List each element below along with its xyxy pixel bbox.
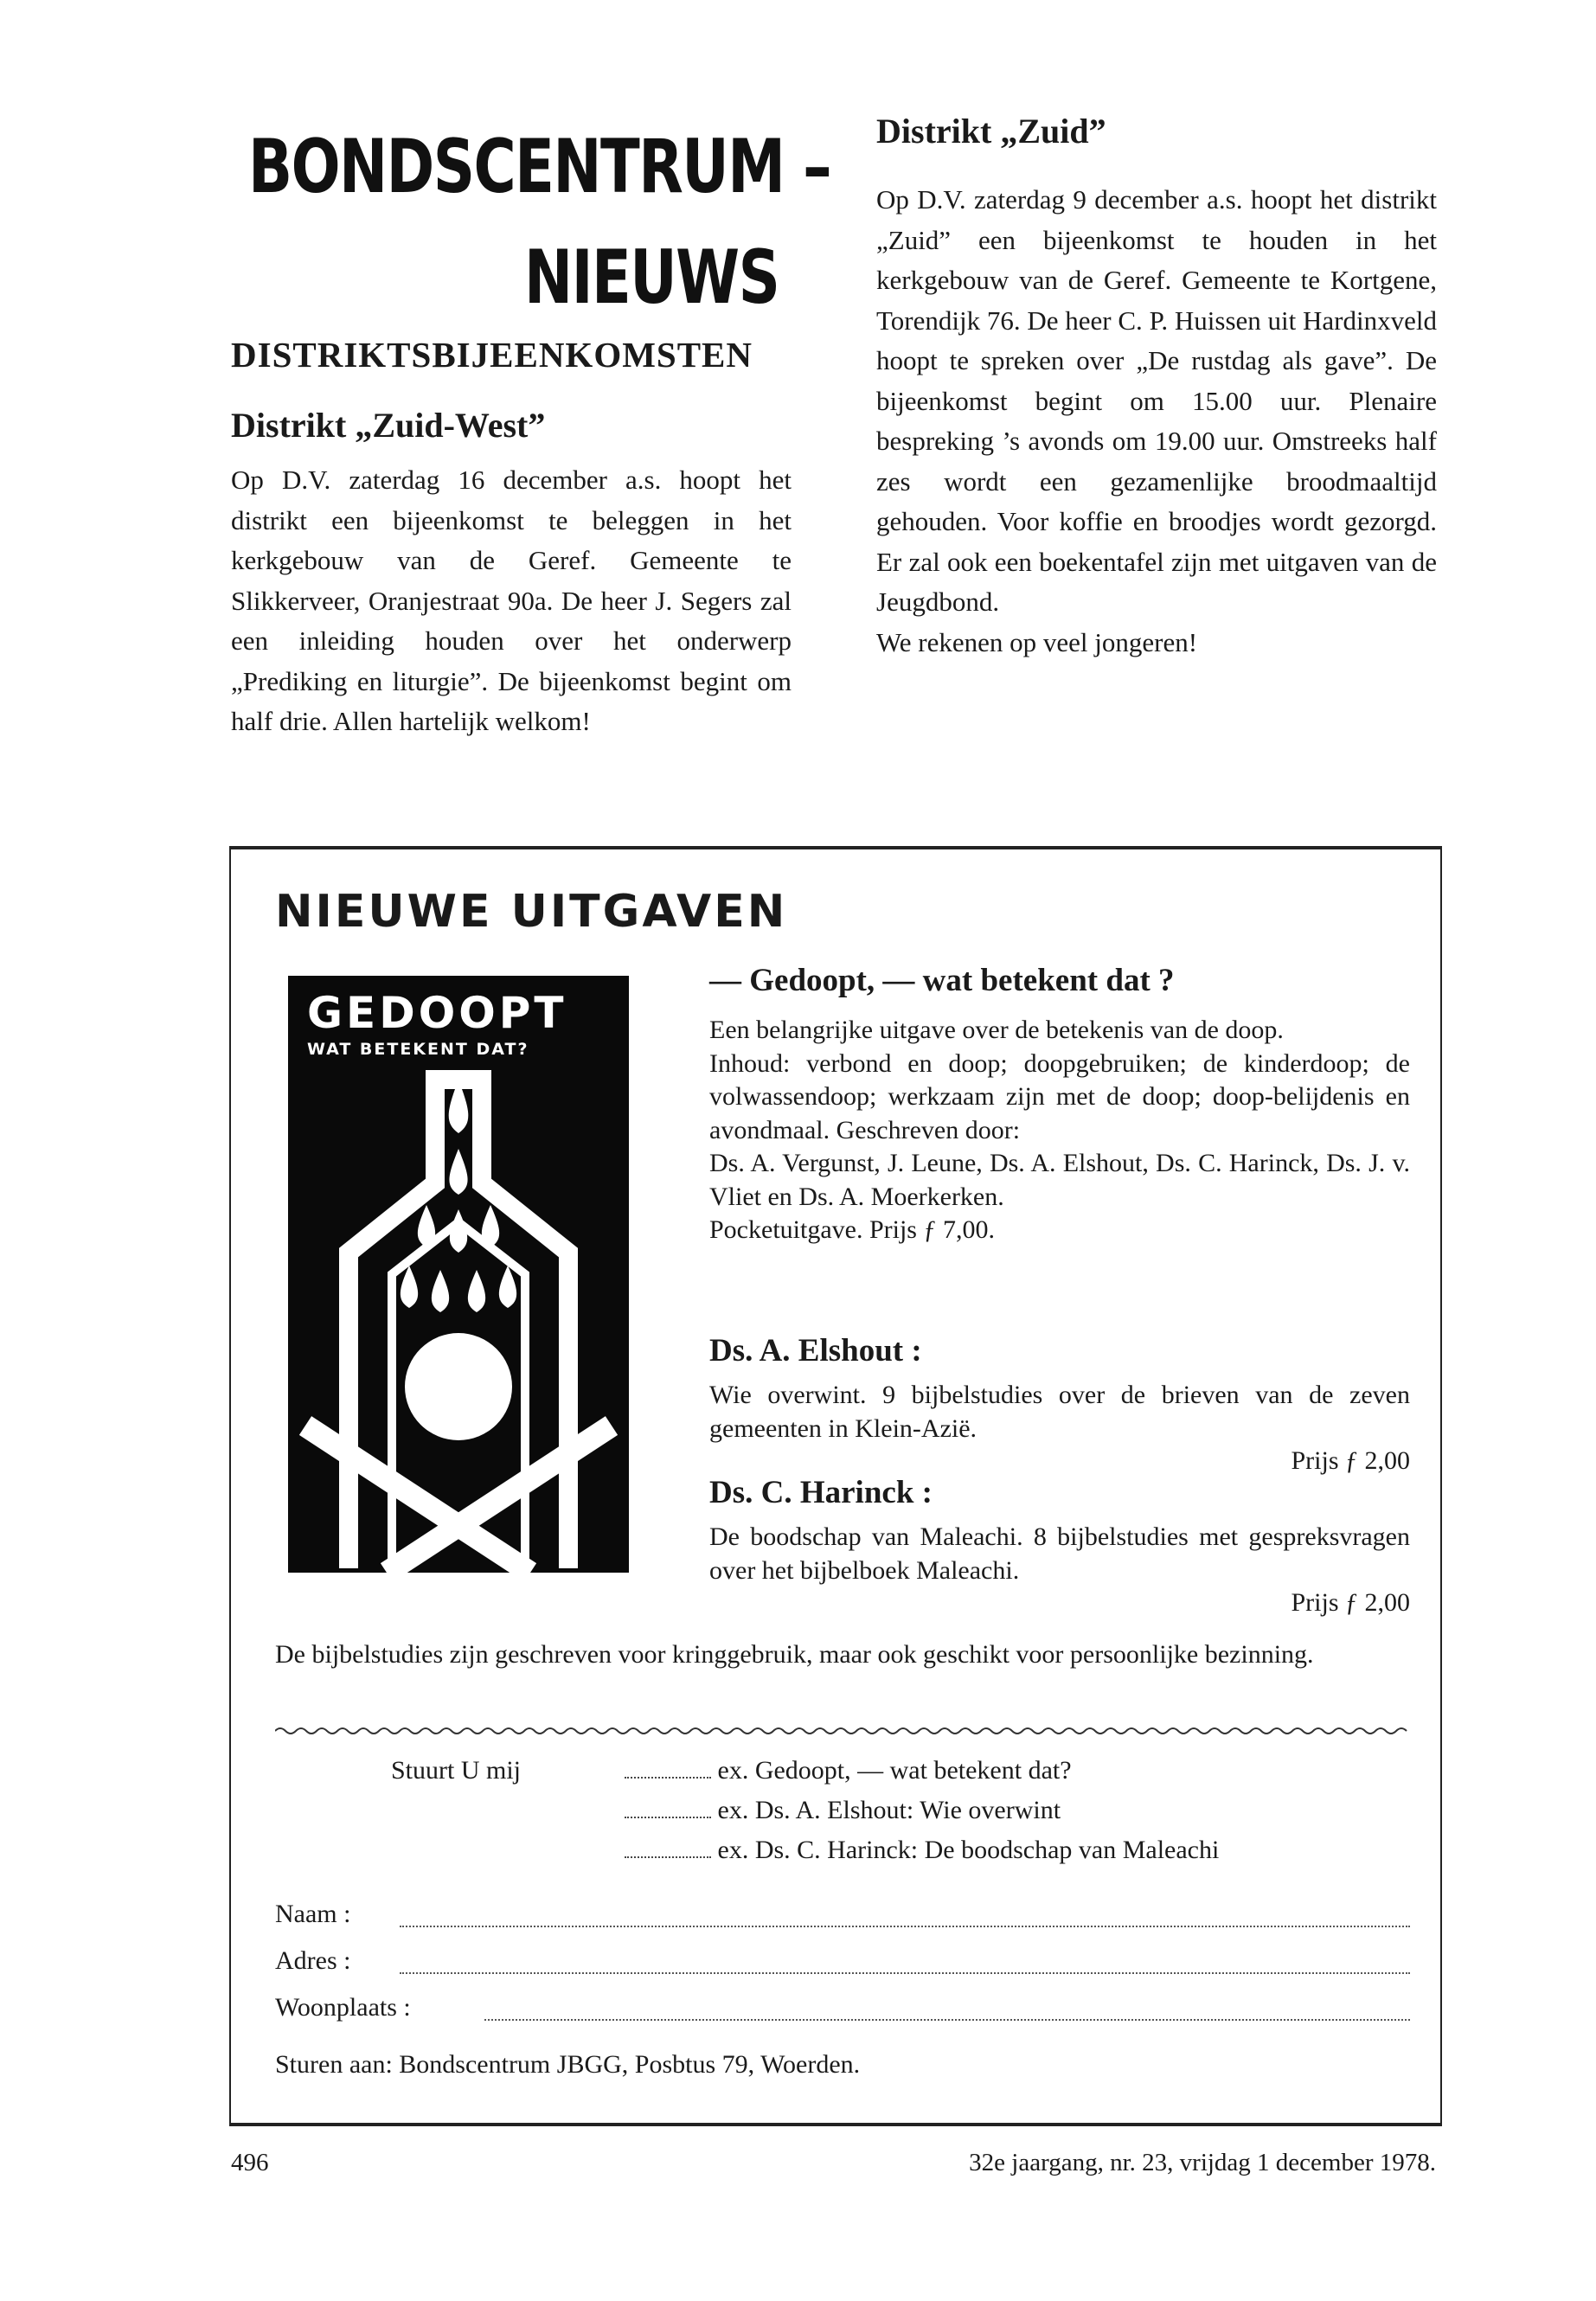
adres-field[interactable]	[400, 1972, 1410, 1974]
order-item-2: ex. Ds. A. Elshout: Wie overwint	[717, 1796, 1061, 1824]
district-zuid-title: Distrikt „Zuid”	[876, 112, 1106, 151]
book3-text: De boodschap van Maleachi. 8 bijbelstudies met gespreksvragen over het bijbelboek Maleachi.	[709, 1522, 1410, 1585]
district-zuid-west-paragraph: Op D.V. zaterdag 16 december a.s. hoopt het distrikt een bijeenkomst te beleggen in het kerkgebouw van de Geref. Gemeente te Slikkerveer, Oranjestraat 90a. De heer J. Segers zal een inleiding houden over het onderwerp „Prediking en liturgie”. De bijeenkomst begint om half drie. Allen hartelijk welkom!	[231, 465, 792, 736]
book3-description	[709, 1521, 1410, 1587]
adres-label: Adres :	[275, 1946, 351, 1975]
masthead-line-1: BONDSCENTRUM –	[248, 124, 831, 210]
order-quantity-field-1[interactable]	[625, 1777, 711, 1779]
naam-field[interactable]	[400, 1926, 1410, 1927]
book1-contents: Inhoud: verbond en doop; doopgebruiken; de kinderdoop; de volwassendoop; werkzaam zijn met de doop; doop-belijdenis en avondmaal. Geschreven door:	[709, 1048, 1410, 1144]
baptism-illustration	[288, 1062, 629, 1573]
district-zuid-text	[876, 180, 1437, 663]
book1-title: — Gedoopt, — wat betekent dat ?	[709, 963, 1175, 998]
book1-authors: Ds. A. Vergunst, J. Leune, Ds. A. Elshout, Ds. C. Harinck, Ds. J. v. Vliet en Ds. A. Moerkerken.	[709, 1149, 1410, 1211]
district-zuid-west-title: Distrikt „Zuid-West”	[231, 406, 546, 445]
book2-text: Wie overwint. 9 bijbelstudies over de brieven van de zeven gemeenten in Klein-Azië.	[709, 1381, 1410, 1443]
district-zuid-closing: We rekenen op veel jongeren!	[876, 626, 1198, 657]
order-line-2	[625, 1796, 1061, 1825]
section-title: DISTRIKTSBIJEENKOMSTEN	[231, 335, 753, 375]
order-item-3: ex. Ds. C. Harinck: De boodschap van Maleachi	[717, 1836, 1220, 1864]
book-cover-image	[288, 976, 629, 1573]
order-item-1: ex. Gedoopt, — wat betekent dat?	[717, 1756, 1072, 1785]
naam-label: Naam :	[275, 1900, 351, 1928]
wavy-divider	[275, 1725, 1410, 1737]
new-publications-heading: NIEUWE UITGAVEN	[275, 886, 788, 938]
issue-info: 32e jaargang, nr. 23, vrijdag 1 december 1978.	[969, 2149, 1436, 2176]
order-quantity-field-2[interactable]	[625, 1817, 711, 1818]
district-zuid-paragraph: Op D.V. zaterdag 9 december a.s. hoopt het distrikt „Zuid” een bijeenkomst te houden in het kerkgebouw van de Geref. Gemeente te Kortgene, Torendijk 76. De heer C. P. Huissen uit Hardinxveld hoopt te spreken over „De rustdag als gave”. De bijeenkomst begint om 15.00 uur. Plenaire bespreking ’s avonds om 19.00 uur. Omstreeks half zes wordt een gezamenlijke broodmaaltijd gehouden. Voor koffie en broodjes wordt gezorgd. Er zal ook een boekentafel zijn met uitgaven van de Jeugdbond.	[876, 184, 1437, 617]
book2-price: Prijs ƒ 2,00	[1291, 1446, 1410, 1475]
order-line-3	[625, 1836, 1219, 1865]
book1-price: Pocketuitgave. Prijs ƒ 7,00.	[709, 1215, 995, 1244]
district-zuid-west-text	[231, 460, 792, 742]
bible-study-note: De bijbelstudies zijn geschreven voor kringgebruik, maar ook geschikt voor persoonlijke bezinning.	[275, 1640, 1314, 1669]
order-line-1	[625, 1756, 1072, 1785]
book3-title: Ds. C. Harinck :	[709, 1475, 933, 1510]
book2-title: Ds. A. Elshout :	[709, 1333, 922, 1368]
send-to-address: Sturen aan: Bondscentrum JBGG, Posbtus 79, Woerden.	[275, 2050, 861, 2079]
book1-description	[709, 1014, 1410, 1247]
page-number: 496	[231, 2149, 269, 2176]
woonplaats-label: Woonplaats :	[275, 1993, 411, 2022]
order-intro: Stuurt U mij	[391, 1756, 522, 1785]
masthead-line-2: NIEUWS	[524, 234, 779, 321]
book3-price: Prijs ƒ 2,00	[1291, 1588, 1410, 1617]
book1-text: Een belangrijke uitgave over de betekenis van de doop.	[709, 1016, 1284, 1044]
order-quantity-field-3[interactable]	[625, 1856, 711, 1858]
cover-subtitle: WAT BETEKENT DAT?	[307, 1040, 529, 1059]
woonplaats-field[interactable]	[484, 2019, 1410, 2021]
cover-title: GEDOOPT	[307, 988, 567, 1038]
book2-description	[709, 1379, 1410, 1445]
